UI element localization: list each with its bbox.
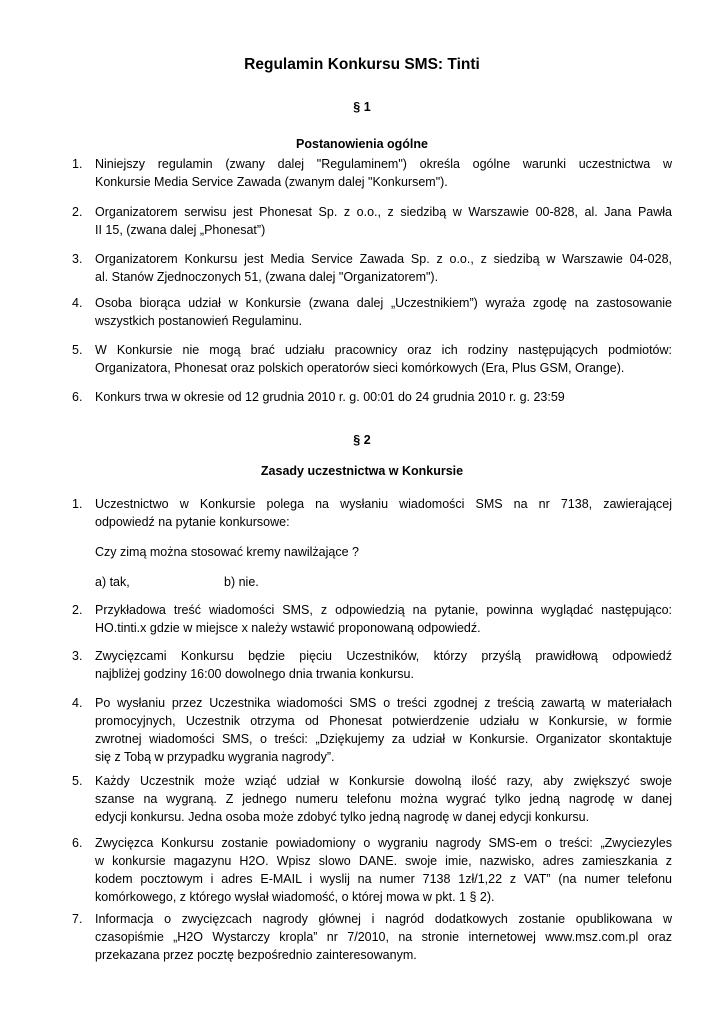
list-item-text-line: zwrotnej wiadomości SMS, o treści: „Dziękujemy za udział w Konkursie. Organizator skontaktuje: [95, 732, 672, 746]
list-item-text-line: odpowiedź na pytanie konkursowe:: [95, 515, 290, 529]
list-item-number: 6.: [72, 390, 83, 404]
list-item-text-line: HO.tinti.x gdzie w miejsce x należy wstawić proponowaną odpowiedź.: [95, 621, 481, 635]
list-item-text-line: Osoba biorąca udział w Konkursie (zwana dalej „Uczestnikiem”) wyraża zgodę na zastosowanie: [95, 296, 672, 310]
list-item-text-line: Konkurs trwa w okresie od 12 grudnia 2010 r. g. 00:01 do 24 grudnia 2010 r. g. 23:59: [95, 390, 565, 404]
list-item-text-line: Organizatorem serwisu jest Phonesat Sp. z o.o., z siedzibą w Warszawie 00-828, al. Jana Pawła: [95, 205, 672, 219]
list-item-number: 4.: [72, 696, 83, 710]
list-item-text-line: Niniejszy regulamin (zwany dalej "Regulaminem") określa ogólne warunki uczestnictwa w: [95, 157, 672, 171]
list-item-text-line: promocyjnych, Uczestnik otrzyma od Phonesat potwierdzenie udziału w Konkursie, w formie: [95, 714, 672, 728]
section-2-heading: Zasady uczestnictwa w Konkursie: [260, 464, 464, 478]
contest-question: Czy zimą można stosować kremy nawilżające ?: [95, 545, 359, 559]
list-item-text-line: Zwycięzca Konkursu zostanie powiadomiony o wygraniu nagrody SMS-em o treści: „Zwyciezyles: [95, 836, 672, 850]
list-item-number: 3.: [72, 649, 83, 663]
list-item-text-line: szanse na wygraną. Z jednego numeru telefonu można wygrać tylko jedną nagrodę w danej: [95, 792, 672, 806]
section-2-mark: § 2: [353, 433, 371, 447]
list-item-number: 1.: [72, 497, 83, 511]
list-item-text-line: komórkowego, z którego wysłał wiadomość, o której mowa w pkt. 1 § 2).: [95, 890, 495, 904]
list-item-text-line: Zwycięzcami Konkursu będzie pięciu Uczestników, którzy przyślą prawidłową odpowiedź: [95, 649, 672, 663]
list-item-text-line: Uczestnictwo w Konkursie polega na wysłaniu wiadomości SMS na nr 7138, zawierającej: [95, 497, 672, 511]
list-item-text-line: W Konkursie nie mogą brać udziału pracownicy oraz ich rodziny następujących podmiotów:: [95, 343, 672, 357]
answer-option-b: b) nie.: [224, 575, 259, 589]
list-item-text-line: przekazana przez pocztę bezpośrednio zainteresowanym.: [95, 948, 417, 962]
list-item-text-line: najbliżej godziny 16:00 dowolnego dnia trwania konkursu.: [95, 667, 414, 681]
list-item-number: 5.: [72, 774, 83, 788]
list-item-number: 3.: [72, 252, 83, 266]
document-title: Regulamin Konkursu SMS: Tinti: [244, 56, 480, 73]
list-item-text-line: się z Tobą w przypadku wygrania nagrody”.: [95, 750, 335, 764]
list-item-text-line: kodem pocztowym i adres E-MAIL i wyslij na numer 7138 1zł/1,22 z VAT” (na numer telefonu: [95, 872, 672, 886]
list-item-text-line: Przykładowa treść wiadomości SMS, z odpowiedzią na pytanie, powinna wyglądać następująco:: [95, 603, 672, 617]
list-item-text-line: Konkursie Media Service Zawada (zwanym dalej "Konkursem").: [95, 175, 448, 189]
section-1-mark: § 1: [353, 100, 371, 114]
list-item-number: 2.: [72, 603, 83, 617]
section-1-heading: Postanowienia ogólne: [296, 137, 428, 151]
list-item-text-line: Informacja o zwycięzcach nagrody głównej i nagród dodatkowych zostanie opublikowana w: [95, 912, 672, 926]
list-item-number: 6.: [72, 836, 83, 850]
list-item-text-line: edycji konkursu. Jedna osoba może zdobyć tylko jedną nagrodę w danej edycji konkursu.: [95, 810, 590, 824]
list-item-text-line: w konkursie magazynu H2O. Wpisz slowo DANE. swoje imie, nazwisko, adres zamieszkania z: [95, 854, 672, 868]
list-item-number: 4.: [72, 296, 83, 310]
list-item-number: 7.: [72, 912, 83, 926]
list-item-number: 2.: [72, 205, 83, 219]
answer-option-a: a) tak,: [95, 575, 130, 589]
list-item-text-line: wszystkich postanowień Regulaminu.: [95, 314, 303, 328]
list-item-text-line: al. Stanów Zjednoczonych 51, (zwana dalej "Organizatorem").: [95, 270, 439, 284]
list-item-text-line: Organizatorem Konkursu jest Media Service Zawada Sp. z o.o., z siedzibą w Warszawie 04-028,: [95, 252, 672, 266]
list-item-number: 1.: [72, 157, 83, 171]
list-item-text-line: Każdy Uczestnik może wziąć udział w Konkursie dowolną ilość razy, aby zwiększyć swoje: [95, 774, 672, 788]
list-item-text-line: Organizatora, Phonesat oraz polskich operatorów sieci komórkowych (Era, Plus GSM, Orange).: [95, 361, 625, 375]
list-item-text-line: czasopiśmie „H2O Wystarczy kropla” nr 7/2010, na stronie internetowej www.msz.com.pl oraz: [95, 930, 672, 944]
list-item-text-line: Po wysłaniu przez Uczestnika wiadomości SMS o treści zgodnej z treścią zawartą w materiałach: [95, 696, 672, 710]
list-item-text-line: II 15, (zwana dalej „Phonesat”): [95, 223, 266, 237]
list-item-number: 5.: [72, 343, 83, 357]
